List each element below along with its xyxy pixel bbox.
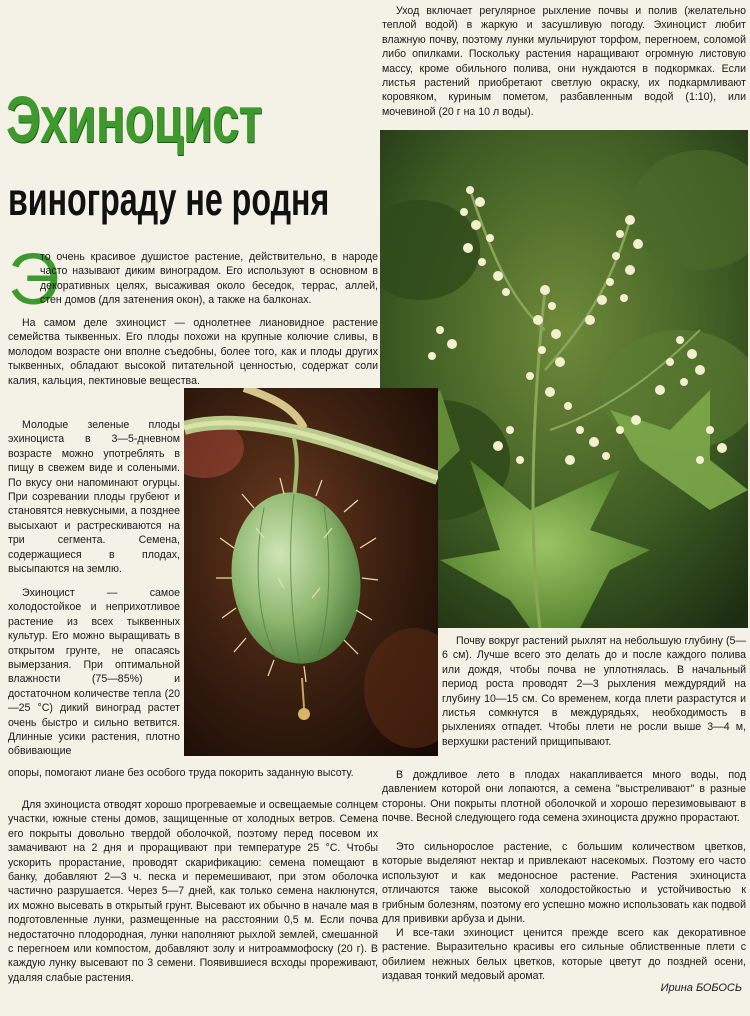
article-subtitle: винограду не родня — [8, 173, 330, 225]
paragraph-rain: В дождливое лето в плодах накапливается много воды, под давлением которой они лопаются, а семена "выстреливают" в разные стороны. Они покрыты плотной оболочкой и хорошо перезимовывают в почве. Весной следующего года семена эхиноциста дружно прорастают. — [382, 769, 746, 825]
paragraph-5: Для эхиноциста отводят хорошо прогреваемые и освещаемые солнцем участки, южные стены домов, защищенные от холодных ветров. Семена его покрыты довольно твердой оболочкой, поэтому перед посевом их замачивают на 2 дня и проращивают при температуре 25 °С. Чтобы ускорить прорастание, проводят скарификацию: семена помещают в банку, добавляют 2—3 ч. песка и перемешивают, при этом оболочка частично разрушается. Через 5—7 дней, как только семена наклюнутся, их можно высевать в открытый грунт. Высевают их обычно в начале мая в подготовленные лунки, размещенные на расстоянии 0,5 м. Если почва недостаточно плодородная, лунки наполняют рыхлой землей, смешанной с перегноем или компостом, добавляют золу и нитроаммофоску (20 г). В каждую лунку высевают по 3 семени. Появившиеся всходы прореживают, удаляя слабые растения. — [8, 799, 378, 984]
paragraph-4b: опоры, помогают лиане без особого труда покорить заданную высоту. — [8, 767, 354, 779]
paragraph-4a: Эхиноцист — самое холодостойкое и неприхотливое растение из всех тыквенных культур. Его можно выращивать в открытом грунте, не опасаясь вымерзания. При оптимальной влажности (75—85%) и достаточном количестве тепла (20—25 °С) дикий виноград растет очень быстро и сильно ветвится. Длинные усики растения, плотно обвивающие — [8, 587, 180, 758]
paragraph-intro: то очень красивое душистое растение, действительно, в народе часто называют диким виноградом. Его используют в основном в декоративных целях, высаживая около беседок, террас, аллей, стен домов (для затенения окон), а также на балконах. — [40, 251, 378, 307]
fruit-photo-image — [184, 388, 438, 756]
paragraph-honey: Это сильнорослое растение, с большим количеством цветков, которые выделяют нектар и привлекают насекомых. Поэтому его часто используют и как медоносное растение. Растения эхиноциста отличаются также высокой холодостойкостью и устойчивостью к грибным болезням, поэтому его успешно можно использовать как подвой для прививки арбуза и дыни. — [382, 841, 746, 926]
paragraph-decorative: И все-таки эхиноцист ценится прежде всего как декоративное растение. Выразительно красивы его сильные облиственные плети с обилием нежных белых цветков, которые цветут до поздней осени, издавая тонкий медовый аромат. — [382, 927, 746, 983]
paragraph-3: Молодые зеленые плоды эхиноциста в 3—5-дневном возрасте можно употреблять в пищу в свежем виде и солеными. По вкусу они напоминают огурцы. При созревании плоды грубеют и становятся невкусными, а позднее высыхают и растрескиваются на три сегмента. Семена, содержащиеся в плодах, высыпаются на землю. — [8, 419, 180, 576]
author-name: Ирина БОБОСЬ — [660, 982, 742, 994]
dropcap: Э — [8, 240, 60, 320]
paragraph-2: На самом деле эхиноцист — однолетнее лиановидное растение семейства тыквенных. Его плоды похожи на крупные колючие сливы, в молодом возрасте они вполне съедобны, более того, как и плоды других тыквенных, обладают высокой питательной ценностью, содержат соли калия, кальция, пектиновые вещества. — [8, 317, 378, 387]
fruit-photo — [184, 388, 438, 756]
article-title: Эхиноцист — [6, 82, 262, 156]
paragraph-loosening: Почву вокруг растений рыхлят на небольшую глубину (5—6 см). Лучше всего это делать до и после каждого полива или дождя, чтобы почва не уплотнялась. В начальный период роста проводят 2—3 рыхления междурядий на глубину 10—15 см. Со временем, когда плети разрастутся и листья сомкнутся в междурядьях, необходимость в рыхлениях отпадет. Чтобы плети не росли выше 3—4 м, верхушки растений прищипывают. — [442, 635, 746, 748]
paragraph-care: Уход включает регулярное рыхление почвы и полив (желательно теплой водой) в жаркую и засушливую погоду. Эхиноцист любит влажную почву, поэтому лунки мульчируют торфом, перегноем, соломой либо опилками. Поскольку растения наращивают огромную листовую массу, кроме обильного полива, они нуждаются в подкормках. Если листья растений приобретают светлую окраску, их подкармливают коровяком, куриным пометом, разбавленным водой (1:10), или мочевиной (20 г на 10 л воды). — [382, 5, 746, 118]
